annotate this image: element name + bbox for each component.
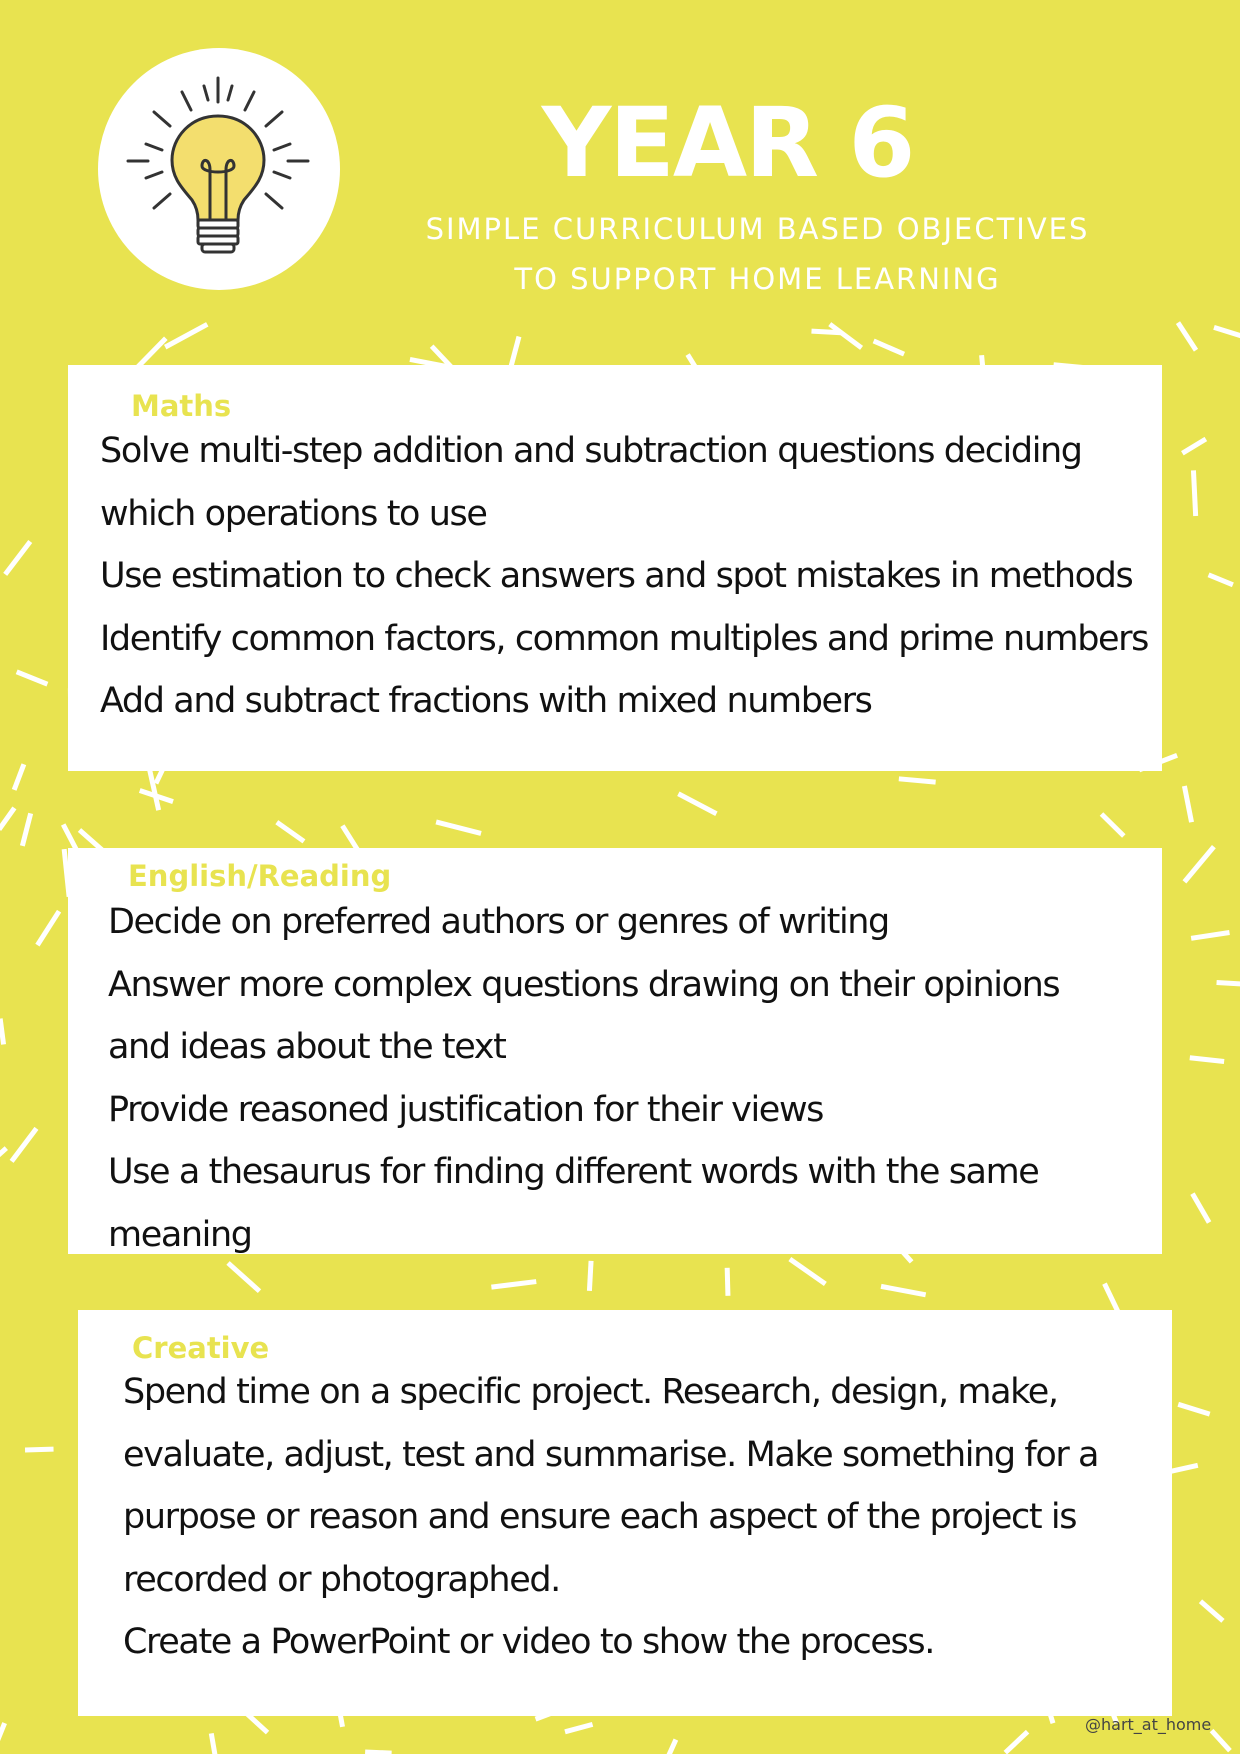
confetti-dash — [0, 1019, 3, 1045]
page-subtitle — [380, 204, 1135, 304]
objective-line: Provide reasoned justification for their views — [108, 1089, 823, 1130]
logo-badge — [98, 48, 340, 290]
objective-line: evaluate, adjust, test and summarise. Make something for a — [123, 1434, 1099, 1475]
objective-line: purpose or reason and ensure each aspect of the project is — [123, 1497, 1077, 1537]
confetti-dash — [277, 822, 304, 841]
objective-line: Add and subtract fractions with mixed numbers — [100, 681, 872, 721]
confetti-dash — [1212, 1731, 1230, 1751]
confetti-dash — [149, 765, 159, 810]
confetti-dash — [881, 1286, 926, 1294]
objective-line: and ideas about the text — [108, 1027, 506, 1067]
confetti-dash — [727, 1268, 728, 1296]
creative-heading: Creative — [132, 1331, 270, 1365]
confetti-dash — [1190, 1058, 1224, 1062]
confetti-dash — [365, 1752, 391, 1753]
confetti-dash — [342, 826, 358, 851]
confetti-dash — [678, 794, 716, 814]
confetti-dash — [14, 764, 24, 790]
english-heading: English/Reading — [128, 859, 392, 893]
author-handle: @hart_at_home — [1085, 1715, 1212, 1734]
confetti-dash — [165, 324, 207, 347]
objective-line: Solve multi-step addition and subtraction questions deciding — [100, 431, 1082, 471]
subtitle-line: TO SUPPORT HOME LEARNING — [514, 262, 1001, 296]
confetti-dash — [830, 324, 862, 348]
confetti-dash — [211, 1733, 216, 1754]
confetti-dash — [0, 1148, 6, 1174]
confetti-dash — [1209, 575, 1233, 585]
objective-line: Spend time on a specific project. Research, design, make, — [123, 1372, 1058, 1412]
lightbulb-icon — [98, 48, 340, 290]
confetti-dash — [1217, 982, 1240, 985]
confetti-dash — [22, 813, 30, 845]
confetti-dash — [436, 822, 481, 833]
creative-objectives — [123, 1361, 1098, 1674]
confetti-dash — [0, 808, 14, 830]
confetti-dash — [1168, 1465, 1198, 1472]
confetti-dash — [1178, 1404, 1210, 1414]
confetti-dash — [1101, 814, 1123, 836]
confetti-dash — [25, 1449, 54, 1450]
confetti-dash — [0, 1723, 5, 1752]
confetti-dash — [1200, 1601, 1222, 1621]
maths-heading: Maths — [131, 389, 232, 423]
objective-line: Decide on preferred authors or genres of writing — [108, 902, 889, 942]
confetti-dash — [1192, 1194, 1209, 1223]
objective-line: Use a thesaurus for finding different words with the same — [108, 1152, 1039, 1192]
objective-line: which operations to use — [100, 493, 487, 534]
english-objectives — [108, 891, 1059, 1266]
maths-objectives — [100, 420, 1148, 733]
confetti-dash — [1182, 439, 1205, 453]
objective-line: Answer more complex questions drawing on their opinions — [108, 964, 1060, 1005]
objective-line: Use estimation to check answers and spot mistakes in methods — [100, 556, 1133, 596]
confetti-dash — [874, 341, 904, 354]
page-title: YEAR 6 — [541, 87, 914, 199]
subtitle-line: SIMPLE CURRICULUM BASED OBJECTIVES — [425, 212, 1090, 246]
confetti-dash — [1178, 323, 1196, 351]
confetti-dash — [228, 1263, 259, 1291]
confetti-dash — [12, 1128, 37, 1161]
confetti-dash — [899, 779, 936, 782]
confetti-dash — [1184, 847, 1213, 882]
confetti-dash — [491, 1282, 536, 1288]
confetti-dash — [1193, 470, 1195, 516]
confetti-dash — [37, 911, 59, 945]
confetti-dash — [5, 541, 30, 574]
objective-line: meaning — [108, 1214, 252, 1255]
objective-line: Create a PowerPoint or video to show the process. — [123, 1622, 934, 1662]
confetti-dash — [1184, 786, 1191, 822]
confetti-dash — [1214, 327, 1240, 339]
confetti-dash — [565, 1724, 593, 1731]
objective-line: recorded or photographed. — [123, 1559, 560, 1600]
confetti-dash — [658, 1740, 676, 1754]
confetti-dash — [17, 672, 48, 684]
confetti-dash — [1005, 1732, 1027, 1753]
objective-line: Identify common factors, common multiples and prime numbers — [100, 618, 1148, 659]
confetti-dash — [1191, 933, 1229, 939]
